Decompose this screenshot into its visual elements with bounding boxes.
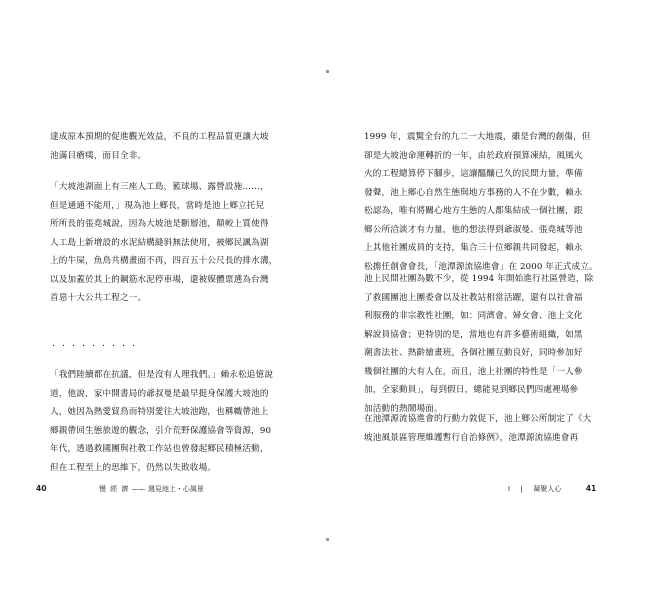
text-line: 人，她因為熱愛貿鳥而特別愛往大坡池跑，也稱幟帶池上: [50, 407, 269, 417]
right-footer: [508, 484, 596, 494]
text-line: 道，他說，家中開書局的爺叔曼是最早挺身保護大坡池的: [50, 388, 269, 399]
left-paragraph-2: [50, 178, 298, 308]
text-line: 坡池風景區管理維護暫行自治條例》，池潭源流協進會再: [364, 432, 579, 443]
text-line: 首惡十大公共工程之一。: [50, 293, 147, 303]
text-line: 松擔任創會會長，「池潭源流協進會」在 2000 年正式成立。: [364, 261, 598, 272]
text-line: 池滿目瘡痍，面目全非。: [50, 150, 147, 161]
right-page: [328, 0, 655, 609]
book-title: 慢 經 濟: [98, 485, 130, 493]
section-separator: ．．．．．．．．．: [52, 338, 147, 349]
text-line: 幾個社團的大有人在，而且，池上社團的特性是「一人參: [364, 366, 583, 377]
text-line: 「我們陸續都在抗議，但是沒有人理我們。」賴永松追憶說: [50, 370, 274, 380]
page-number: 40: [36, 484, 47, 493]
right-paragraph-2: [364, 270, 620, 418]
text-line: 達成原本預期的促進觀光效益，不良的工程品質更讓大坡: [50, 132, 269, 142]
text-line: 利服務的非宗教性社團，如：同濟會、婦女會、池上文化: [364, 311, 583, 321]
chapter-title: 週見池上・心風景: [147, 485, 204, 493]
left-paragraph-3: [50, 366, 298, 477]
text-line: 年代，透過救國團與社教工作站也曾發起鄉民積極活動，: [50, 444, 269, 454]
page-number: 41: [585, 484, 597, 493]
title-dash: ——: [131, 485, 146, 493]
text-line: 松認為，唯有將關心地方生態的人都集結成一個社團，跟: [364, 206, 583, 216]
text-line: 人工島上新增設的水泥結構縫斜無法使用，被鄉民諷為湖: [50, 237, 269, 248]
right-paragraph-3: [364, 410, 620, 447]
footer-divider: |: [520, 485, 523, 493]
left-paragraph-1: [50, 128, 298, 165]
text-line: 「大坡池湖面上有三座人工島，籃球場、露營設施……，: [50, 182, 269, 192]
text-line: 鄉親帶回生態旅遊的觀念，引介荒野保護協會等資源，90: [50, 425, 272, 436]
text-line: 所所長的張堯城說，因為大坡池是斷層池，顛較上質使得: [50, 219, 269, 229]
text-line: 加，全家動員」，每到假日，總能見到鄉民們四處裡場參: [364, 385, 579, 395]
text-line: 加活動的熱鬧場面。: [364, 403, 443, 414]
text-line: 池上民間社團為數不少，從 1994 年開始進行社區營造，除: [364, 274, 594, 284]
text-line: 卻是大坡池命運轉折的一年，由於政府預算凍結，風風火: [364, 150, 583, 161]
left-page: [0, 0, 327, 609]
text-line: 上其他社團成員的支持，集合三十位鄉親共同發起，賴永: [364, 243, 583, 253]
text-line: 上的牛屎，魚鳥共構畫面不再，四百五十公尺長的排水溝，: [50, 256, 278, 266]
text-line: 但是通通不能用，」現為池上鄉長，當時是池上鄉立托兒: [50, 200, 265, 211]
text-line: 解說員協會；更特別的是，當地也有許多藝術組織，如黑: [364, 329, 583, 340]
text-line: 發聲，池上鄉心自然生態與地方事務的人不在少數，賴永: [364, 187, 583, 198]
chapter-title: 凝聚人心: [533, 485, 562, 493]
text-line: 潮書法社、熱齡繪畫班，各個社團互動良好，同時參加好: [364, 348, 583, 358]
text-line: 在池潭源流協進會的行動力敦促下，池上鄉公所制定了《大: [364, 414, 592, 424]
chapter-mark: I: [508, 485, 511, 493]
text-line: 1999 年，震驚全台的九二一大地震，雖是台灣的創傷，但: [364, 132, 591, 142]
right-paragraph-1: [364, 128, 620, 276]
left-footer: [36, 484, 204, 494]
text-line: 了救國團池上團委會以及社教站相當活躍，還有以社會福: [364, 292, 583, 303]
text-line: 但在工程至上的思維下，仍然以失敗收場。: [50, 462, 217, 473]
text-line: 鄉公所洽談才有力量，他的想法得到爺淑曼、張堯城等池: [364, 224, 583, 235]
text-line: 火的工程總算停下腳步，這讓醞釀已久的民間力量，準備: [364, 169, 583, 179]
text-line: 以及加蓋於其上的鋼筋水泥停車場，還被媒體票選為台灣: [50, 274, 269, 285]
